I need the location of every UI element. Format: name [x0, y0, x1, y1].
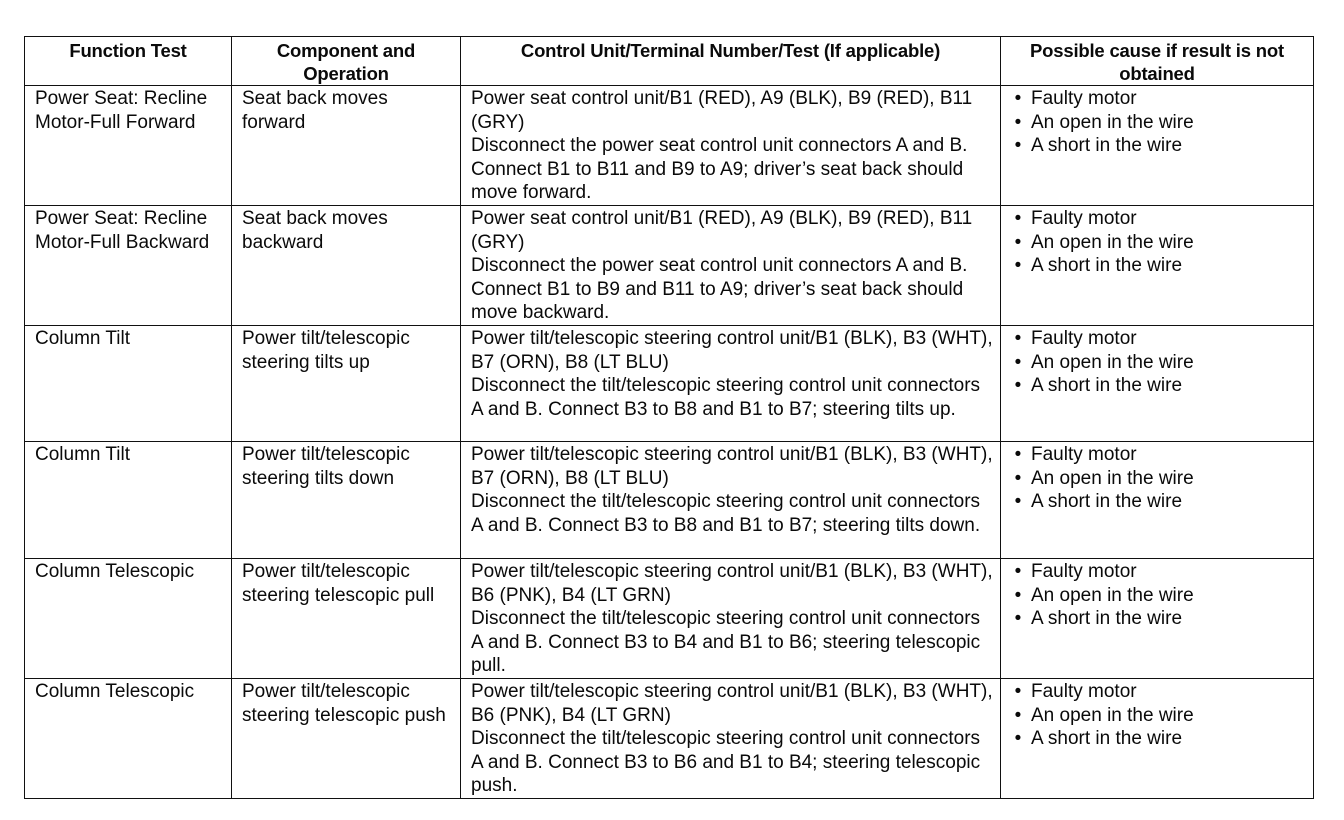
- bullet-icon: •: [1014, 327, 1022, 349]
- table-header-row: [25, 37, 1314, 86]
- cause-item: [1011, 680, 1307, 704]
- bullet-icon: •: [1014, 111, 1022, 133]
- test-procedure: Disconnect the tilt/telescopic steering control unit connectors A and B. Connect B3 to B8 and B1 to B7; steering tilts up.: [471, 375, 981, 420]
- bullet-icon: •: [1014, 88, 1022, 109]
- test-procedure: Disconnect the power seat control unit connectors A and B. Connect B1 to B9 and B11 to A9; driver’s seat back should move backward.: [471, 255, 968, 324]
- control-unit-terminals: Power tilt/telescopic steering control unit/B1 (BLK), B3 (WHT), B6 (PNK), B4 (LT GRN): [471, 680, 993, 726]
- control-unit-cell: [461, 558, 1001, 678]
- cause-item: [1011, 351, 1307, 375]
- possible-cause-cell: [1001, 678, 1314, 798]
- cause-text: Faulty motor: [1031, 560, 1137, 582]
- cause-text: An open in the wire: [1031, 351, 1194, 373]
- cause-item: [1011, 207, 1307, 231]
- possible-cause-cell: [1001, 325, 1314, 441]
- bullet-icon: •: [1014, 728, 1022, 750]
- table-row: [25, 205, 1314, 325]
- cause-item: [1011, 374, 1307, 398]
- function-test-cell: Power Seat: Recline Motor-Full Forward: [25, 86, 232, 206]
- table-row: [25, 441, 1314, 558]
- cause-item: [1011, 254, 1307, 278]
- cause-text: An open in the wire: [1031, 584, 1194, 606]
- bullet-icon: •: [1014, 680, 1022, 702]
- cause-item: [1011, 443, 1307, 467]
- function-test-cell: Column Telescopic: [25, 558, 232, 678]
- component-operation-cell: Seat back moves backward: [232, 205, 461, 325]
- cause-text: Faulty motor: [1031, 327, 1137, 349]
- cause-item: [1011, 231, 1307, 255]
- cause-item: [1011, 727, 1307, 751]
- possible-cause-cell: [1001, 205, 1314, 325]
- header-component-operation: Component and Operation: [232, 37, 461, 86]
- cause-item: [1011, 111, 1307, 135]
- cause-text: A short in the wire: [1031, 135, 1183, 157]
- cause-text: An open in the wire: [1031, 111, 1194, 133]
- control-unit-cell: [461, 441, 1001, 558]
- bullet-icon: •: [1014, 443, 1022, 465]
- bullet-icon: •: [1014, 375, 1022, 397]
- bullet-icon: •: [1014, 704, 1022, 726]
- cause-list: [1011, 443, 1307, 514]
- cause-list: [1011, 327, 1307, 398]
- test-procedure: Disconnect the tilt/telescopic steering control unit connectors A and B. Connect B3 to B8 and B1 to B7; steering tilts down.: [471, 491, 981, 536]
- control-unit-cell: [461, 678, 1001, 798]
- bullet-icon: •: [1014, 255, 1022, 277]
- bullet-icon: •: [1014, 207, 1022, 229]
- control-unit-cell: [461, 325, 1001, 441]
- test-procedure: Disconnect the power seat control unit connectors A and B. Connect B1 to B11 and B9 to A9; driver’s seat back should move forward.: [471, 135, 968, 204]
- cause-text: A short in the wire: [1031, 375, 1183, 397]
- cause-text: An open in the wire: [1031, 231, 1194, 253]
- bullet-icon: •: [1014, 135, 1022, 157]
- possible-cause-cell: [1001, 86, 1314, 206]
- cause-text: A short in the wire: [1031, 255, 1183, 277]
- cause-item: [1011, 467, 1307, 491]
- control-unit-cell: [461, 86, 1001, 206]
- header-control-unit: Control Unit/Terminal Number/Test (If applicable): [461, 37, 1001, 86]
- table-row: [25, 325, 1314, 441]
- control-unit-terminals: Power seat control unit/B1 (RED), A9 (BLK), B9 (RED), B11 (GRY): [471, 88, 973, 133]
- cause-list: [1011, 87, 1307, 158]
- component-operation-cell: Power tilt/telescopic steering tilts up: [232, 325, 461, 441]
- function-test-table: [24, 36, 1314, 799]
- header-function-test: Function Test: [25, 37, 232, 86]
- possible-cause-cell: [1001, 558, 1314, 678]
- function-test-cell: Power Seat: Recline Motor-Full Backward: [25, 205, 232, 325]
- cause-text: Faulty motor: [1031, 88, 1137, 109]
- table-row: [25, 678, 1314, 798]
- bullet-icon: •: [1014, 560, 1022, 582]
- table-row: [25, 558, 1314, 678]
- cause-item: [1011, 134, 1307, 158]
- bullet-icon: •: [1014, 467, 1022, 489]
- cause-item: [1011, 327, 1307, 351]
- component-operation-cell: Power tilt/telescopic steering tilts down: [232, 441, 461, 558]
- control-unit-terminals: Power tilt/telescopic steering control unit/B1 (BLK), B3 (WHT), B7 (ORN), B8 (LT BLU): [471, 327, 993, 373]
- cause-text: Faulty motor: [1031, 443, 1137, 465]
- function-test-cell: Column Tilt: [25, 325, 232, 441]
- cause-text: A short in the wire: [1031, 491, 1183, 513]
- cause-list: [1011, 207, 1307, 278]
- bullet-icon: •: [1014, 608, 1022, 630]
- cause-text: An open in the wire: [1031, 467, 1194, 489]
- control-unit-terminals: Power tilt/telescopic steering control unit/B1 (BLK), B3 (WHT), B6 (PNK), B4 (LT GRN): [471, 560, 993, 606]
- cause-text: Faulty motor: [1031, 680, 1137, 702]
- control-unit-terminals: Power tilt/telescopic steering control unit/B1 (BLK), B3 (WHT), B7 (ORN), B8 (LT BLU): [471, 443, 993, 489]
- cause-text: A short in the wire: [1031, 608, 1183, 630]
- component-operation-cell: Seat back moves forward: [232, 86, 461, 206]
- control-unit-cell: [461, 205, 1001, 325]
- bullet-icon: •: [1014, 351, 1022, 373]
- bullet-icon: •: [1014, 231, 1022, 253]
- possible-cause-cell: [1001, 441, 1314, 558]
- component-operation-cell: Power tilt/telescopic steering telescopic pull: [232, 558, 461, 678]
- cause-item: [1011, 607, 1307, 631]
- bullet-icon: •: [1014, 584, 1022, 606]
- cause-item: [1011, 560, 1307, 584]
- cause-item: [1011, 584, 1307, 608]
- cause-item: [1011, 87, 1307, 111]
- test-procedure: Disconnect the tilt/telescopic steering control unit connectors A and B. Connect B3 to B4 and B1 to B6; steering telescopic pull.: [471, 608, 981, 677]
- control-unit-terminals: Power seat control unit/B1 (RED), A9 (BLK), B9 (RED), B11 (GRY): [471, 207, 973, 253]
- cause-text: A short in the wire: [1031, 728, 1183, 750]
- cause-list: [1011, 560, 1307, 631]
- cause-text: An open in the wire: [1031, 704, 1194, 726]
- component-operation-cell: Power tilt/telescopic steering telescopic push: [232, 678, 461, 798]
- cause-text: Faulty motor: [1031, 207, 1137, 229]
- cause-item: [1011, 704, 1307, 728]
- table-row: [25, 86, 1314, 206]
- cause-list: [1011, 680, 1307, 751]
- bullet-icon: •: [1014, 491, 1022, 513]
- cause-item: [1011, 490, 1307, 514]
- test-procedure: Disconnect the tilt/telescopic steering control unit connectors A and B. Connect B3 to B6 and B1 to B4; steering telescopic push.: [471, 728, 981, 797]
- header-possible-cause: Possible cause if result is not obtained: [1001, 37, 1314, 86]
- function-test-cell: Column Tilt: [25, 441, 232, 558]
- function-test-cell: Column Telescopic: [25, 678, 232, 798]
